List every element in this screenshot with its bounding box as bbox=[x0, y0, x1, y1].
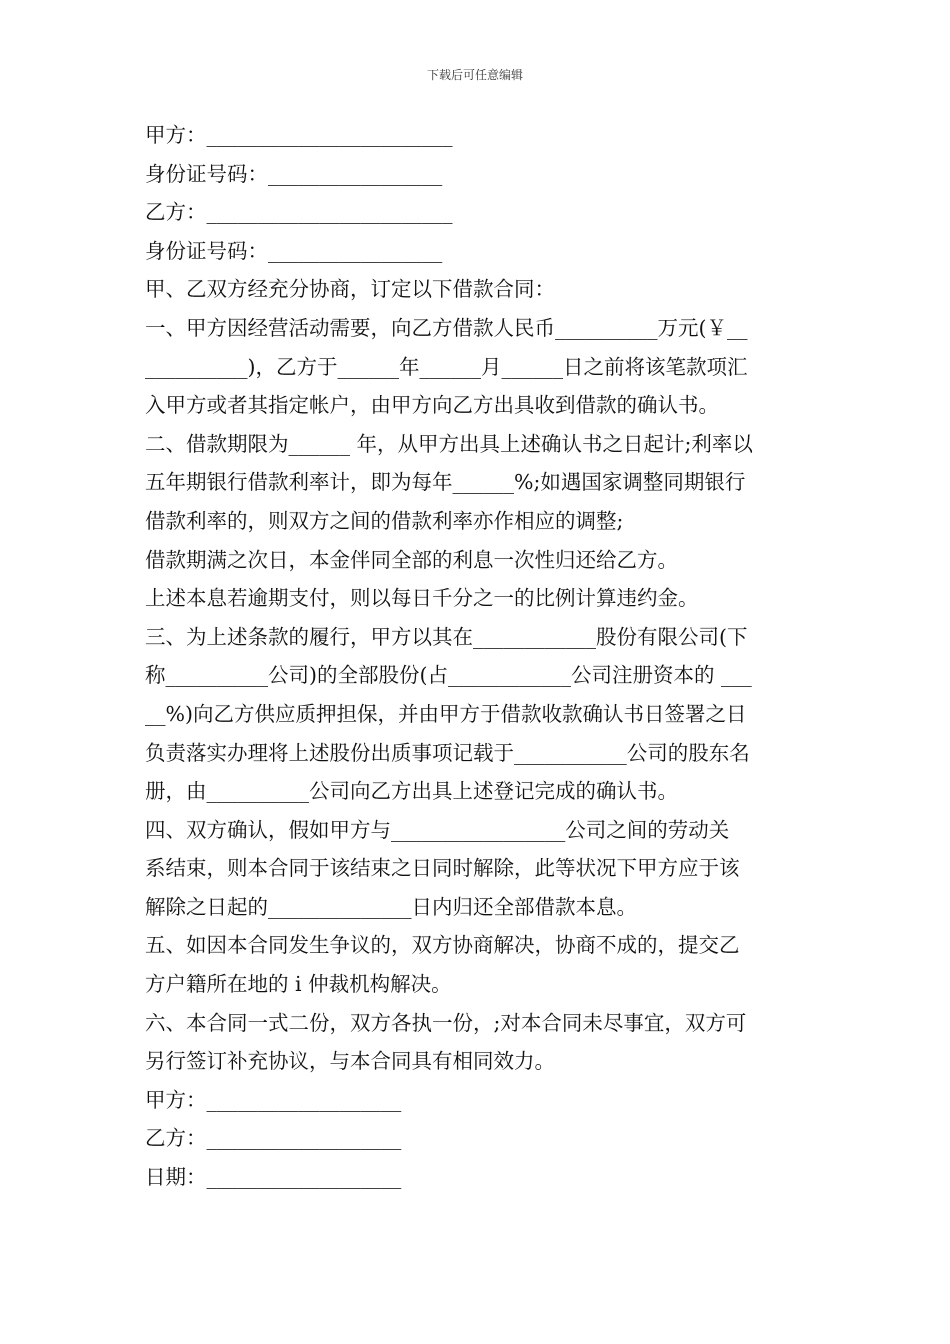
clause-6-line-1: 六、本合同一式二份，双方各执一份，;对本合同未尽事宜，双方可 bbox=[145, 1010, 747, 1035]
party-a-line: 甲方：________________________ bbox=[145, 123, 453, 147]
signature-party-a: 甲方：___________________ bbox=[145, 1087, 402, 1112]
clause-4-line-3: 解除之日起的______________日内归还全部借款本息。 bbox=[145, 894, 637, 919]
clause-3-line-1: 三、为上述条款的履行，甲方以其在____________股份有限公司(下 bbox=[145, 624, 748, 649]
party-a-id-line: 身份证号码：_________________ bbox=[145, 161, 443, 186]
clause-5-line-2: 方户籍所在地的 i 仲裁机构解决。 bbox=[145, 972, 452, 997]
page-header: 下载后可任意编辑 bbox=[426, 68, 523, 82]
clause-1-line-1: 一、甲方因经营活动需要，向乙方借款人民币__________万元(￥__ bbox=[145, 315, 748, 340]
signature-date: 日期：___________________ bbox=[145, 1165, 402, 1190]
clause-5-line-1: 五、如因本合同发生争议的，双方协商解决，协商不成的，提交乙 bbox=[145, 933, 740, 958]
clause-4-line-1: 四、双方确认，假如甲方与_________________公司之间的劳动关 bbox=[145, 817, 730, 842]
clause-1-line-2: __________)，乙方于______年______月______日之前将该笔款项汇 bbox=[145, 354, 748, 379]
clause-1-line-3: 入甲方或者其指定帐户，由甲方向乙方出具收到借款的确认书。 bbox=[145, 393, 719, 418]
clause-2-line-1: 二、借款期限为______ 年，从甲方出具上述确认书之日起计;利率以 bbox=[145, 431, 753, 456]
clause-3-line-4: 负责落实办理将上述股份出质事项记载于___________公司的股东名 bbox=[145, 740, 750, 765]
clause-3-line-2: 称__________公司)的全部股份(占____________公司注册资本的 ___ bbox=[145, 663, 752, 688]
intro-line: 甲、乙双方经充分协商，订定以下借款合同： bbox=[145, 277, 555, 302]
signature-party-b: 乙方：___________________ bbox=[145, 1126, 402, 1151]
clause-3-line-3: __%)向乙方供应质押担保，并由甲方于借款收款确认书日签署之日 bbox=[145, 701, 747, 726]
contract-body bbox=[145, 116, 810, 1197]
clause-2-line-4: 借款期满之次日，本金伴同全部的利息一次性归还给乙方。 bbox=[145, 547, 678, 572]
clause-2-line-5: 上述本息若逾期支付，则以每日千分之一的比例计算违约金。 bbox=[145, 586, 699, 611]
clause-2-line-2: 五年期银行借款利率计，即为每年______%;如遇国家调整同期银行 bbox=[145, 470, 746, 495]
party-b-line: 乙方：________________________ bbox=[145, 200, 453, 225]
clause-2-line-3: 借款利率的，则双方之间的借款利率亦作相应的调整; bbox=[145, 508, 624, 533]
party-b-id-line: 身份证号码：_________________ bbox=[145, 238, 443, 263]
clause-3-line-5: 册，由__________公司向乙方出具上述登记完成的确认书。 bbox=[145, 779, 678, 804]
clause-4-line-2: 系结束，则本合同于该结束之日同时解除，此等状况下甲方应于该 bbox=[145, 856, 740, 881]
clause-6-line-2: 另行签订补充协议，与本合同具有相同效力。 bbox=[145, 1049, 555, 1074]
